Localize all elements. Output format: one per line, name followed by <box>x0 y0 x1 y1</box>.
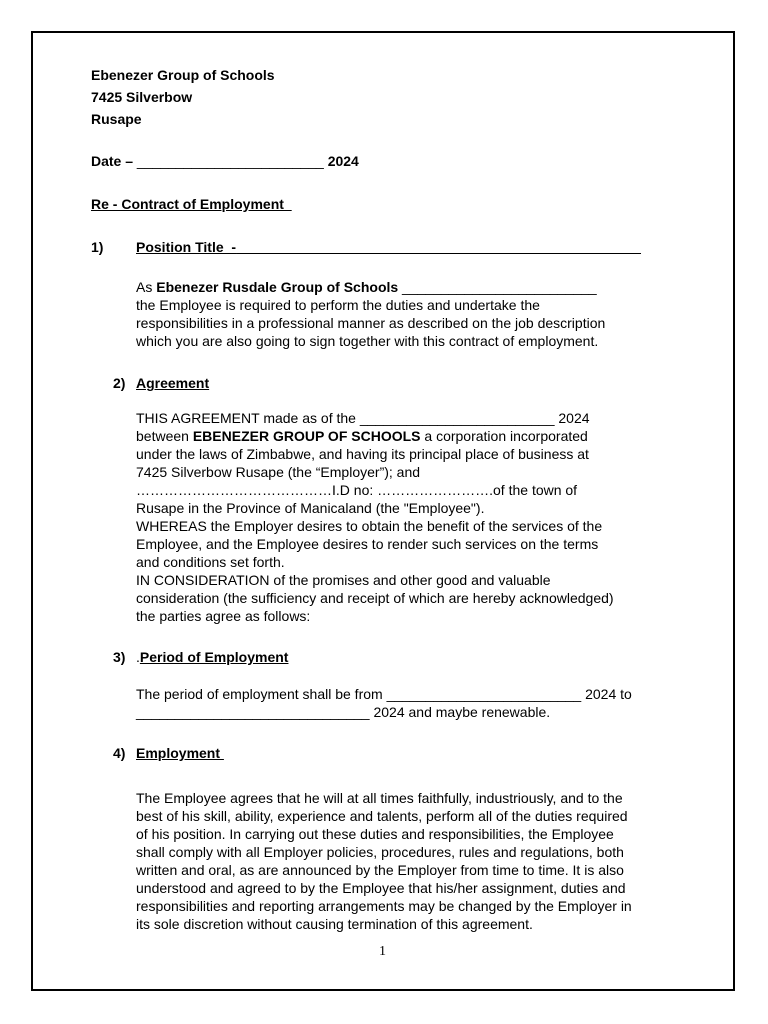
section-2-line: consideration (the sufficiency and receipt of which are hereby acknowledged) <box>136 590 614 606</box>
section-3-paragraph <box>136 685 676 721</box>
section-2-paragraph <box>136 409 676 625</box>
section-4-line: understood and agreed to by the Employee that his/her assignment, duties and <box>136 880 626 896</box>
section-4-line: responsibilities and reporting arrangements may be changed by the Employer in <box>136 898 632 914</box>
section-1-blank: _________________________ <box>398 279 597 295</box>
section-1-line: responsibilities in a professional manner as described on the job description <box>136 315 606 331</box>
org-name: Ebenezer Group of Schools <box>91 67 275 83</box>
section-2-employer-name: EBENEZER GROUP OF SCHOOLS <box>192 428 421 444</box>
section-1-line: the Employee is required to perform the duties and undertake the <box>136 297 540 313</box>
section-2-line: the parties agree as follows: <box>136 608 311 624</box>
section-2-line: IN CONSIDERATION of the promises and other good and valuable <box>136 572 551 588</box>
section-1-line: which you are also going to sign together with this contract of employment. <box>136 333 599 349</box>
section-1-paragraph <box>136 278 676 350</box>
section-3-line: The period of employment shall be from _________________________ 2024 to <box>136 686 632 702</box>
section-2-line: under the laws of Zimbabwe, and having its principal place of business at <box>136 446 589 462</box>
section-4-title: Employment <box>136 745 224 761</box>
section-2-between: between <box>136 428 193 444</box>
section-4-paragraph <box>136 789 676 933</box>
section-3-dot: . <box>136 649 140 665</box>
section-4-line: its sole discretion without causing termination of this agreement. <box>136 916 533 932</box>
date-blank: ________________________ <box>136 153 324 169</box>
section-2-line: 7425 Silverbow Rusape (the “Employer”); and <box>136 464 421 480</box>
date-label: Date – <box>91 153 134 169</box>
section-4-line: The Employee agrees that he will at all times faithfully, industriously, and to the <box>136 790 623 806</box>
section-1-number: 1) <box>91 239 104 255</box>
re-line: Re - Contract of Employment <box>91 196 292 212</box>
section-1-as: As <box>136 279 157 295</box>
section-2-line: Employee, and the Employee desires to render such services on the terms <box>136 536 599 552</box>
section-2-number: 2) <box>113 375 126 391</box>
section-4-line: best of his skill, ability, experience and talents, perform all of the duties required <box>136 808 628 824</box>
section-2-line: THIS AGREEMENT made as of the _________________________ 2024 <box>136 410 590 426</box>
section-2-title: Agreement <box>136 375 210 391</box>
section-1-title-blank: ____________________________________________________ <box>236 239 641 255</box>
section-3-title-text: Period of Employment <box>139 649 289 665</box>
section-1-line-1 <box>136 278 676 296</box>
section-4-number: 4) <box>113 745 126 761</box>
section-2-corporation: a corporation incorporated <box>420 428 588 444</box>
date-year: 2024 <box>327 153 359 169</box>
org-address: 7425 Silverbow <box>91 89 193 105</box>
section-2-line: and conditions set forth. <box>136 554 285 570</box>
section-2-line: WHEREAS the Employer desires to obtain the benefit of the services of the <box>136 518 603 534</box>
section-3-title <box>136 649 288 665</box>
page-number: 1 <box>379 944 386 959</box>
section-2-line: ……………………………………I.D no: …………………….of the town of <box>136 482 578 498</box>
section-3-number: 3) <box>113 649 126 665</box>
section-4-line: of his position. In carrying out these duties and responsibilities, the Employee <box>136 826 614 842</box>
section-1-title-text: Position Title - <box>136 239 237 255</box>
section-2-line: Rusape in the Province of Manicaland (the "Employee"). <box>136 500 485 516</box>
section-2-line-between <box>136 427 676 445</box>
section-1-school-name: Ebenezer Rusdale Group of Schools <box>156 279 399 295</box>
date-line <box>91 153 359 169</box>
section-4-line: shall comply with all Employer policies, procedures, rules and regulations, both <box>136 844 624 860</box>
section-3-line: ______________________________ 2024 and maybe renewable. <box>136 704 551 720</box>
org-town: Rusape <box>91 111 142 127</box>
section-1-title <box>136 239 641 255</box>
section-4-line: written and oral, as are announced by the Employer from time to time. It is also <box>136 862 624 878</box>
